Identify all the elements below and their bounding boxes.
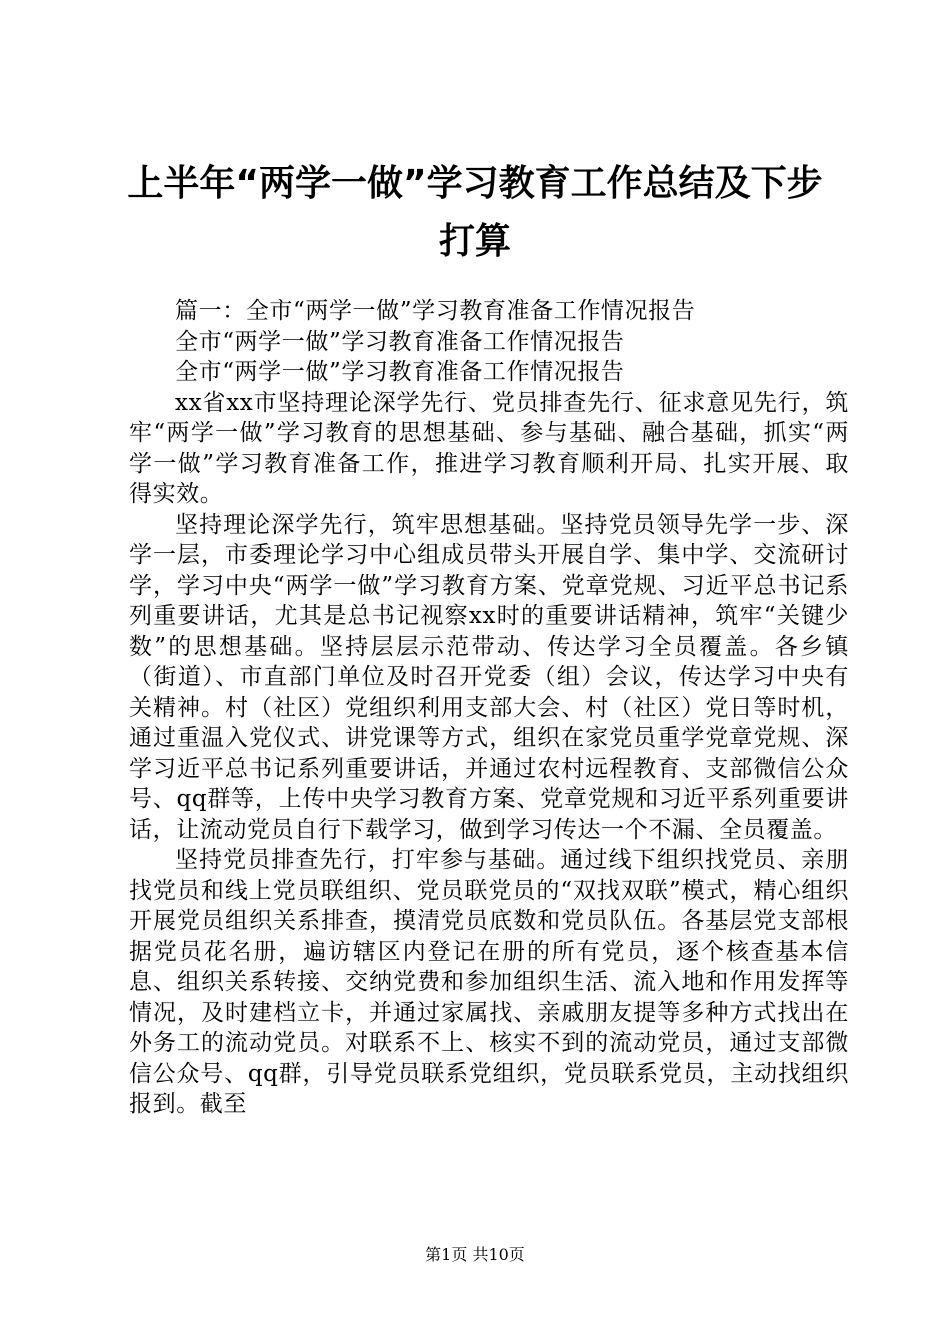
paragraph-member-check: 坚持党员排查先行，打牢参与基础。通过线下组织找党员、亲朋找党员和线上党员联组织、党员联党员的“双找双联”模式，精心组织开展党员组织关系排查，摸清党员底数和党员队伍。各基层党支部根据党员花名册，遍访辖区内登记在册的所有党员，逐个核查基本信息、组织关系转接、交纳党费和参加组织生活、流入地和作用发挥等情况，及时建档立卡，并通过家属找、亲戚朋友提等多种方式找出在外务工的流动党员。对联系不上、核实不到的流动党员，通过支部微信公众号、qq群，引导党员联系党组织，党员联系党员，主动找组织报到。截至 bbox=[129, 847, 849, 1117]
document-title bbox=[100, 155, 850, 271]
paragraph-theory-study: 坚持理论深学先行，筑牢思想基础。坚持党员领导先学一步、深学一层，市委理论学习中心组成员带头开展自学、集中学、交流研讨学，学习中央“两学一做”学习教育方案、党章党规、习近平总书记系列重要讲话，尤其是总书记视察xx时的重要讲话精神，筑牢“关键少数”的思想基础。坚持层层示范带动、传达学习全员覆盖。各乡镇（街道）、市直部门单位及时召开党委（组）会议，传达学习中央有关精神。村（社区）党组织利用支部大会、村（社区）党日等时机，通过重温入党仪式、讲党课等方式，组织在家党员重学党章党规、深学习近平总书记系列重要讲话，并通过农村远程教育、支部微信公众号、qq群等，上传中央学习教育方案、党章党规和习近平系列重要讲话，让流动党员自行下载学习，做到学习传达一个不漏、全员覆盖。 bbox=[129, 511, 849, 843]
paragraph-article-heading: 篇一：全市“两学一做”学习教育准备工作情况报告 bbox=[175, 298, 696, 324]
paragraph-report-title-repeat: 全市“两学一做”学习教育准备工作情况报告 bbox=[175, 359, 625, 385]
title-line-1: 上半年“两学一做”学习教育工作总结及下步 bbox=[127, 163, 823, 204]
document-body bbox=[129, 296, 849, 1120]
paragraph-report-title: 全市“两学一做”学习教育准备工作情况报告 bbox=[175, 328, 625, 355]
title-line-2: 打算 bbox=[438, 221, 511, 262]
page-number-footer: 第1页 共10页 bbox=[425, 1245, 525, 1264]
paragraph-intro: xx省xx市坚持理论深学先行、党员排查先行、征求意见先行，筑牢“两学一做”学习教育的思想基础、参与基础、融合基础，抓实“两学一做”学习教育准备工作，推进学习教育顺利开局、扎实开展、取得实效。 bbox=[129, 389, 849, 507]
